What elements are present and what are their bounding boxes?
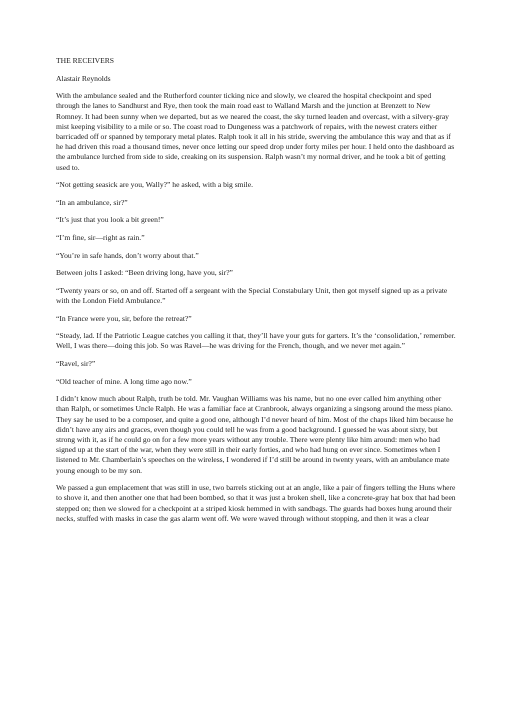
body-paragraph: “It’s just that you look a bit green!” [56, 215, 164, 225]
body-paragraph: “I’m fine, sir—right as rain.” [56, 232, 145, 242]
body-paragraph: “Not getting seasick are you, Wally?” he asked, with a big smile. [56, 180, 254, 190]
story-author: Alastair Reynolds [56, 73, 111, 83]
body-paragraph: We passed a gun emplacement that was still in use, two barrels sticking out at an angle, like a pair of fingers telling the Huns where to shove it, and then another one that had been bombed, so that it was just a broken shell, like a concrete-gray hat box that had been stepped on; then we slowed for a checkpoint at a striped kiosk hemmed in with sandbags. The guards had boxes hung around their necks, stuffed with masks in case the gas alarm went off. We were waved through without stopping, and then it was a clear [56, 483, 456, 523]
body-paragraph: “Twenty years or so, on and off. Started off a sergeant with the Special Constabulary Unit, then got myself signed up as a private with the London Field Ambulance.” [56, 285, 448, 305]
body-paragraph: “In an ambulance, sir?” [56, 197, 128, 207]
body-paragraph: “Old teacher of mine. A long time ago now.” [56, 376, 192, 386]
story-title: THE RECEIVERS [56, 56, 115, 65]
body-paragraph: “You’re in safe hands, don’t worry about that.” [56, 250, 199, 260]
body-paragraph: “Steady, lad. If the Patriotic League catches you calling it that, they’ll have your guts for garters. It’s the ‘consolidation,’ remember. Well, I was there—doing this job. So was Ravel—he was driving for the French, though, and we never met again.” [56, 331, 456, 351]
body-paragraph: “Ravel, sir?” [56, 358, 96, 368]
body-paragraph: Between jolts I asked: “Been driving long, have you, sir?” [56, 268, 233, 278]
body-paragraph: “In France were you, sir, before the retreat?” [56, 313, 192, 323]
body-paragraph: I didn’t know much about Ralph, truth be told. Mr. Vaughan Williams was his name, but no one ever called him anything other than Ralph, or sometimes Uncle Ralph. He was a familiar face at Cranbrook, always organizing a singsong around the mess piano. They say he used to be a composer, and quite a good one, although I’d never heard of him. Most of the chaps liked him because he didn’t have any airs and graces, even though you could tell he was from a good background. I guessed he was about sixty, but strong with it, as if he could go on for a few more years without any trouble. There were plenty like him around: men who had signed up at the start of the war, when they were still in their early forties, and who had hung on ever since. Sometimes when I listened to Mr. Chamberlain’s speeches on the wireless, I wondered if I’d still be around in twenty years, with an ambulance mate young enough to be my son. [56, 394, 454, 475]
body-paragraph: With the ambulance sealed and the Rutherford counter ticking nice and slowly, we cleared the hospital checkpoint and sped through the lanes to Sandhurst and Rye, then took the main road east to Walland Marsh and the junction at Brenzett to New Romney. It had been sunny when we departed, but as we neared the coast, the sky turned leaden and overcast, with a silvery-gray mist keeping visibility to a mile or so. The coast road to Dungeness was a patchwork of repairs, with the newest craters either barricaded off or spanned by temporary metal plates. Ralph took it all in his stride, swerving the ambulance this way and that as if he had driven this road a thousand times, never once letting our speed drop under forty miles per hour. I held onto the dashboard as the ambulance lurched from side to side, creaking on its suspension. Ralph wasn’t my normal driver, and he took a bit of getting used to. [56, 91, 455, 172]
